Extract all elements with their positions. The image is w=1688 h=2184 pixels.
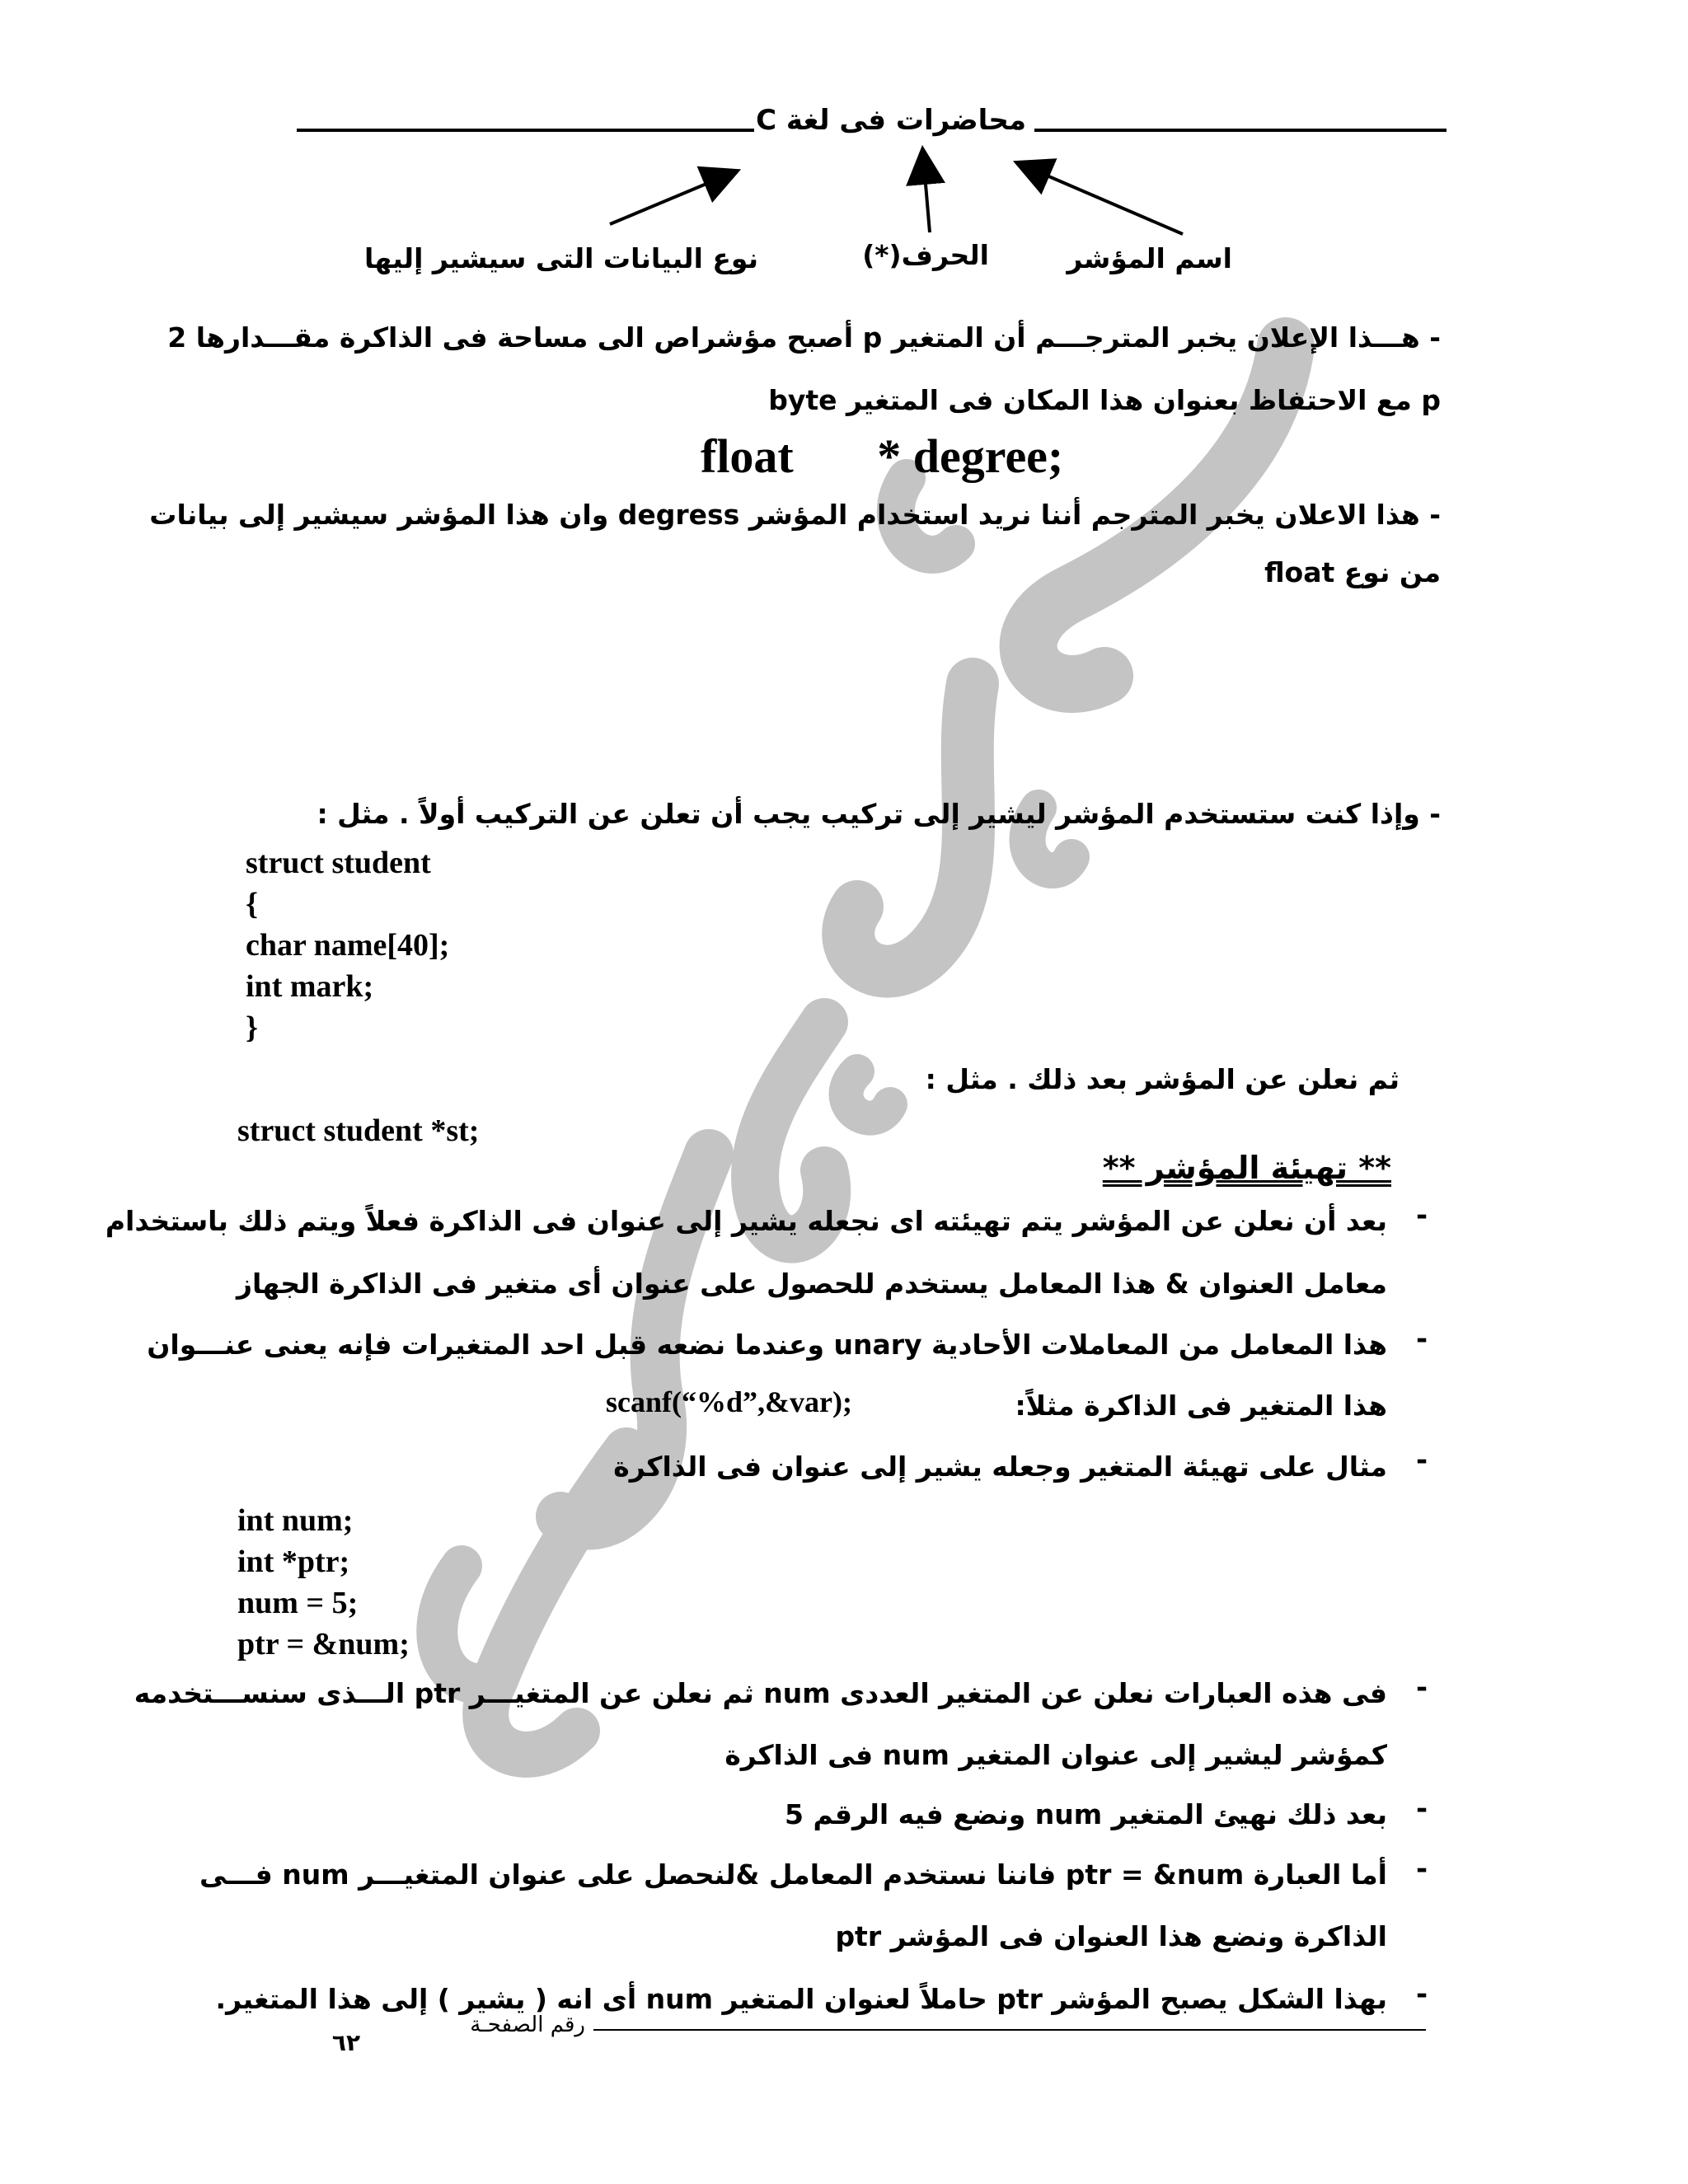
struct-pointer-code: struct student *st;	[237, 1113, 480, 1148]
bullet-2-dash: -	[1416, 1323, 1428, 1356]
p3-struct-intro: - وإذا كنت ستستخدم المؤشر ليشير إلى تركيب يجب أن تعلن عن التركيب أولاً . مثل :	[316, 798, 1441, 830]
struct-line-2: {	[246, 887, 258, 921]
p4-then-declare: ثم نعلن عن المؤشر بعد ذلك . مثل :	[925, 1063, 1400, 1095]
label-data-type: نوع البيانات التى سيشير إليها	[364, 242, 758, 274]
init-line-1: int num;	[237, 1503, 354, 1538]
bullet-6-dash: -	[1416, 1853, 1428, 1886]
bullet-5-dash: -	[1416, 1793, 1428, 1825]
bullet-3-dash: -	[1416, 1444, 1428, 1477]
b4-line1: فى هذه العبارات نعلن عن المتغير العددى num ثم نعلن عن المتغيـــر ptr الـــذى سنســـتخدمه	[134, 1677, 1387, 1709]
footer-page-number: ٦٢	[331, 2029, 361, 2056]
b1-line1: بعد أن نعلن عن المؤشر يتم تهيئته اى نجعله يشير إلى عنوان فى الذاكرة فعلاً ويتم ذلك باستخدام	[105, 1205, 1387, 1237]
footer-rule	[593, 2029, 1426, 2031]
bullet-7-dash: -	[1416, 1978, 1428, 2011]
p2-line1: - هذا الاعلان يخبر المترجم أننا نريد استخدام المؤشر degress وان هذا المؤشر سيشير إلى بيانات	[149, 499, 1441, 531]
b7-conclusion: بهذا الشكل يصبح المؤشر ptr حاملاً لعنوان المتغير num أى انه ( يشير ) إلى هذا المتغير.	[215, 1983, 1387, 2015]
bullet-1-dash: -	[1416, 1199, 1428, 1232]
page-title: محاضرات فى لغة C	[756, 104, 1026, 137]
struct-line-4: int mark;	[246, 969, 374, 1004]
b4-line2: كمؤشر ليشير إلى عنوان المتغير num فى الذاكرة	[724, 1739, 1387, 1771]
label-asterisk: الحرف(*)	[862, 239, 989, 271]
init-line-4: ptr = &num;	[237, 1627, 410, 1661]
section-heading: ** تهيئة المؤشر **	[1102, 1150, 1391, 1186]
p2-line2: من نوع float	[1264, 556, 1441, 588]
p1-line1: - هـــذا الإعلان يخبر المترجـــم أن المتغير p أصبح مؤشراص الى مساحة فى الذاكرة مقـــدارها 2	[167, 321, 1441, 354]
arrows-diagram	[0, 0, 1688, 280]
bullet-4-dash: -	[1416, 1671, 1428, 1704]
b6-line1: أما العبارة ptr = &num فاننا نستخدم المعامل &لنحصل على عنوان المتغيـــر num فـــى	[199, 1858, 1387, 1891]
struct-line-1: struct student	[246, 846, 431, 880]
arrow-middle	[923, 155, 930, 232]
arrow-right	[1022, 165, 1183, 234]
struct-line-5: }	[246, 1010, 258, 1045]
b1-line2: معامل العنوان & هذا المعامل يستخدم للحصول على عنوان أى متغير فى الذاكرة الجهاز	[237, 1268, 1387, 1300]
label-pointer-name: اسم المؤشر	[1067, 242, 1232, 274]
init-line-3: num = 5;	[237, 1586, 359, 1620]
b6-line2: الذاكرة ونضع هذا العنوان فى المؤشر ptr	[835, 1920, 1387, 1952]
code-float-degree: float * degree;	[701, 429, 1064, 483]
b2-scanf-code: scanf(“%d”,&var);	[606, 1385, 852, 1418]
p1-line2: byte مع الاحتفاظ بعنوان هذا المكان فى المتغير p	[768, 384, 1441, 416]
b2-line1: هذا المعامل من المعاملات الأحادية unary وعندما نضعه قبل احد المتغيرات فإنه يعنى عنـــوان	[147, 1329, 1387, 1361]
footer-page-label: رقم الصفحـة	[470, 2013, 585, 2037]
init-line-2: int *ptr;	[237, 1544, 350, 1579]
arrow-left	[610, 173, 732, 224]
struct-line-3: char name[40];	[246, 928, 450, 963]
b2-line2: هذا المتغير فى الذاكرة مثلاً:	[1015, 1390, 1387, 1422]
b3-example: مثال على تهيئة المتغير وجعله يشير إلى عنوان فى الذاكرة	[613, 1451, 1387, 1483]
b5-init-num: بعد ذلك نهيئ المتغير num ونضع فيه الرقم 5	[785, 1798, 1387, 1830]
